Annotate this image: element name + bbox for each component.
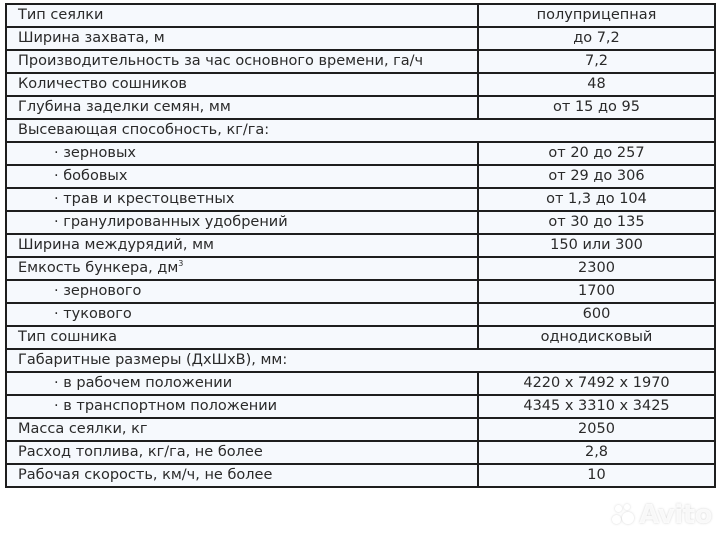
spec-label: Тип сеялки <box>6 4 478 27</box>
spec-sub-label: · зерновых <box>6 142 478 165</box>
spec-sub-label: · гранулированных удобрений <box>6 211 478 234</box>
seeder-specifications-table <box>5 3 716 488</box>
spec-label: Ширина междурядий, мм <box>6 234 478 257</box>
table-row-working-width <box>6 27 715 50</box>
spec-label: Глубина заделки семян, мм <box>6 96 478 119</box>
spec-label: Расход топлива, кг/га, не более <box>6 441 478 464</box>
spec-sub-label: · в рабочем положении <box>6 372 478 395</box>
spec-value: от 1,3 до 104 <box>478 188 715 211</box>
spec-value: от 30 до 135 <box>478 211 715 234</box>
spec-value: 2050 <box>478 418 715 441</box>
spec-value: 2,8 <box>478 441 715 464</box>
spec-label: Рабочая скорость, км/ч, не более <box>6 464 478 487</box>
avito-logo-icon <box>610 503 636 527</box>
spec-value: 4220 х 7492 х 1970 <box>478 372 715 395</box>
section-heading: Габаритные размеры (ДхШхВ), мм: <box>6 349 715 372</box>
spec-value: 600 <box>478 303 715 326</box>
spec-label-text: Емкость бункера, дм <box>18 260 179 276</box>
table-row-row-spacing <box>6 234 715 257</box>
spec-value: 48 <box>478 73 715 96</box>
table-row-grain <box>6 142 715 165</box>
spec-label <box>6 257 478 280</box>
spec-sub-label: · бобовых <box>6 165 478 188</box>
table-row-productivity <box>6 50 715 73</box>
table-row-transport-position <box>6 395 715 418</box>
spec-value: 7,2 <box>478 50 715 73</box>
table-row-grain-hopper <box>6 280 715 303</box>
spec-sub-label: · зернового <box>6 280 478 303</box>
spec-label: Тип сошника <box>6 326 478 349</box>
spec-table-body <box>6 4 715 487</box>
table-section-dimensions <box>6 349 715 372</box>
spec-label: Ширина захвата, м <box>6 27 478 50</box>
spec-value: от 15 до 95 <box>478 96 715 119</box>
spec-value: 1700 <box>478 280 715 303</box>
spec-value: до 7,2 <box>478 27 715 50</box>
table-row-mass <box>6 418 715 441</box>
spec-sub-label: · в транспортном положении <box>6 395 478 418</box>
table-row-grasses <box>6 188 715 211</box>
spec-value: однодисковый <box>478 326 715 349</box>
spec-value: от 29 до 306 <box>478 165 715 188</box>
table-row-fuel-consumption <box>6 441 715 464</box>
table-row-seeder-type <box>6 4 715 27</box>
spec-value: 4345 х 3310 х 3425 <box>478 395 715 418</box>
table-row-seeding-depth <box>6 96 715 119</box>
table-row-legumes <box>6 165 715 188</box>
spec-label: Количество сошников <box>6 73 478 96</box>
spec-sub-label: · тукового <box>6 303 478 326</box>
superscript-cubed: 3 <box>178 259 184 268</box>
avito-watermark-text: Avito <box>639 500 712 530</box>
spec-sub-label: · трав и крестоцветных <box>6 188 478 211</box>
table-row-coulter-type <box>6 326 715 349</box>
spec-label: Масса сеялки, кг <box>6 418 478 441</box>
spec-value: 2300 <box>478 257 715 280</box>
avito-watermark <box>610 500 712 530</box>
table-row-coulter-count <box>6 73 715 96</box>
section-heading: Высевающая способность, кг/га: <box>6 119 715 142</box>
spec-value: 150 или 300 <box>478 234 715 257</box>
spec-value: полуприцепная <box>478 4 715 27</box>
table-row-fertilizer-hopper <box>6 303 715 326</box>
table-section-seeding-rate <box>6 119 715 142</box>
table-row-working-position <box>6 372 715 395</box>
spec-label: Производительность за час основного времени, га/ч <box>6 50 478 73</box>
table-row-working-speed <box>6 464 715 487</box>
spec-value: 10 <box>478 464 715 487</box>
spec-value: от 20 до 257 <box>478 142 715 165</box>
table-row-hopper-capacity <box>6 257 715 280</box>
table-row-granulated-fertilizer <box>6 211 715 234</box>
